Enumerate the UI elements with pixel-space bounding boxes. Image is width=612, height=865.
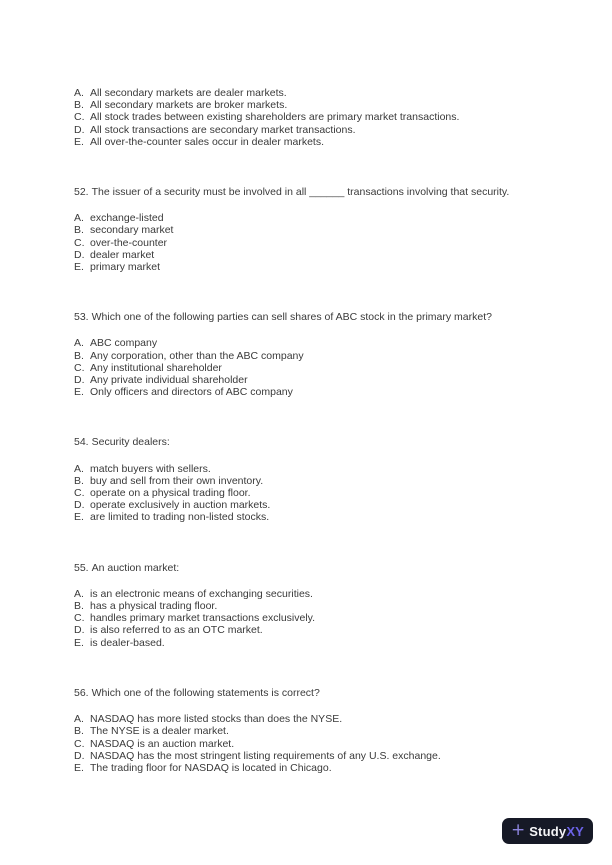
option-text: The trading floor for NASDAQ is located in Chicago. xyxy=(90,761,332,774)
option-text: All stock trades between existing shareholders are primary market transactions. xyxy=(90,111,460,124)
question-line xyxy=(74,311,579,323)
option-letter: A. xyxy=(74,337,84,350)
option-row xyxy=(74,475,579,487)
question-block-54 xyxy=(74,436,579,523)
option-letter: E. xyxy=(74,261,84,274)
question-line xyxy=(74,186,579,198)
logo-suffix: XY xyxy=(566,823,585,839)
option-row xyxy=(74,111,579,123)
option-row xyxy=(74,487,579,499)
option-row xyxy=(74,750,579,762)
logo-prefix: Study xyxy=(529,823,567,839)
option-letter: A. xyxy=(74,87,84,99)
option-row xyxy=(74,212,579,224)
option-letter: A. xyxy=(74,462,84,475)
option-letter: E. xyxy=(74,636,84,649)
option-letter: D. xyxy=(74,374,85,387)
option-row xyxy=(74,588,579,600)
option-text: secondary market xyxy=(90,224,174,237)
question-block-55 xyxy=(74,562,579,649)
option-letter: B. xyxy=(74,600,84,613)
option-text: primary market xyxy=(90,261,161,274)
option-letter: D. xyxy=(74,624,85,637)
question-block xyxy=(74,87,579,148)
option-row xyxy=(74,386,579,398)
option-text: The NYSE is a dealer market. xyxy=(90,725,229,738)
option-row xyxy=(74,99,579,111)
option-letter: D. xyxy=(74,749,85,762)
option-row xyxy=(74,261,579,273)
question-text: Security dealers: xyxy=(91,436,170,449)
option-text: NASDAQ has the most stringent listing requirements of any U.S. exchange. xyxy=(90,749,441,762)
option-text: Only officers and directors of ABC company xyxy=(90,386,293,399)
option-text: All stock transactions are secondary market transactions. xyxy=(90,123,356,136)
option-letter: A. xyxy=(74,212,84,225)
option-text: NASDAQ is an auction market. xyxy=(90,737,235,750)
option-letter: D. xyxy=(74,499,85,512)
option-letter: C. xyxy=(74,361,85,374)
question-block-52 xyxy=(74,186,579,273)
option-letter: C. xyxy=(74,236,85,249)
option-row xyxy=(74,463,579,475)
option-row xyxy=(74,337,579,349)
option-text: exchange-listed xyxy=(90,212,164,225)
question-line xyxy=(74,687,579,699)
option-text: buy and sell from their own inventory. xyxy=(90,474,264,487)
option-text: operate exclusively in auction markets. xyxy=(90,499,271,512)
question-line xyxy=(74,562,579,574)
question-text: Which one of the following parties can sell shares of ABC stock in the primary market? xyxy=(91,311,492,324)
option-letter: B. xyxy=(74,349,84,362)
option-text: is also referred to as an OTC market. xyxy=(90,624,263,637)
option-letter: B. xyxy=(74,725,84,738)
option-text: All secondary markets are broker markets. xyxy=(90,99,288,112)
option-letter: E. xyxy=(74,386,84,399)
option-letter: A. xyxy=(74,587,84,600)
option-row xyxy=(74,87,579,99)
option-row xyxy=(74,725,579,737)
option-letter: B. xyxy=(74,99,84,112)
question-number: 55. xyxy=(74,561,89,574)
question-text: Which one of the following statements is correct? xyxy=(91,686,320,699)
option-text: Any private individual shareholder xyxy=(90,374,248,387)
option-text: is an electronic means of exchanging securities. xyxy=(90,587,313,600)
option-row xyxy=(74,612,579,624)
document-page-content xyxy=(74,87,579,774)
option-text: has a physical trading floor. xyxy=(90,600,218,613)
option-row xyxy=(74,511,579,523)
option-text: All secondary markets are dealer markets. xyxy=(90,87,287,99)
option-row xyxy=(74,738,579,750)
option-text: is dealer-based. xyxy=(90,636,165,649)
option-text: match buyers with sellers. xyxy=(90,462,211,475)
option-text: dealer market xyxy=(90,248,155,261)
option-letter: B. xyxy=(74,474,84,487)
option-text: Any corporation, other than the ABC company xyxy=(90,349,304,362)
plus-icon: + xyxy=(510,819,526,840)
option-letter: E. xyxy=(74,135,84,148)
option-letter: C. xyxy=(74,737,85,750)
option-row xyxy=(74,624,579,636)
option-row xyxy=(74,124,579,136)
option-row xyxy=(74,362,579,374)
option-row xyxy=(74,499,579,511)
option-letter: D. xyxy=(74,123,85,136)
option-row xyxy=(74,224,579,236)
option-text: handles primary market transactions exclusively. xyxy=(90,612,316,625)
option-row xyxy=(74,713,579,725)
question-text: An auction market: xyxy=(91,561,180,574)
option-row xyxy=(74,237,579,249)
question-number: 54. xyxy=(74,436,89,449)
option-row xyxy=(74,136,579,148)
question-number: 56. xyxy=(74,686,89,699)
option-row xyxy=(74,249,579,261)
question-block-53 xyxy=(74,311,579,398)
option-text: are limited to trading non-listed stocks. xyxy=(90,511,270,524)
option-text: operate on a physical trading floor. xyxy=(90,487,251,500)
option-letter: D. xyxy=(74,248,85,261)
studyxy-logo-badge[interactable] xyxy=(502,818,593,844)
option-letter: C. xyxy=(74,612,85,625)
option-letter: C. xyxy=(74,487,85,500)
option-row xyxy=(74,600,579,612)
question-text: The issuer of a security must be involved in all ______ transactions involving that security. xyxy=(91,186,510,199)
question-line xyxy=(74,436,579,448)
studyxy-logo-text xyxy=(529,825,584,838)
question-number: 52. xyxy=(74,186,89,199)
option-row xyxy=(74,374,579,386)
option-letter: C. xyxy=(74,111,85,124)
option-row xyxy=(74,762,579,774)
option-row xyxy=(74,350,579,362)
option-row xyxy=(74,637,579,649)
option-letter: E. xyxy=(74,761,84,774)
option-letter: A. xyxy=(74,713,84,726)
question-block-56 xyxy=(74,687,579,774)
option-text: over-the-counter xyxy=(90,236,168,249)
option-letter: B. xyxy=(74,224,84,237)
option-text: Any institutional shareholder xyxy=(90,361,222,374)
question-number: 53. xyxy=(74,311,89,324)
option-text: NASDAQ has more listed stocks than does the NYSE. xyxy=(90,713,343,726)
option-text: ABC company xyxy=(90,337,158,350)
option-text: All over-the-counter sales occur in dealer markets. xyxy=(90,135,325,148)
option-letter: E. xyxy=(74,511,84,524)
